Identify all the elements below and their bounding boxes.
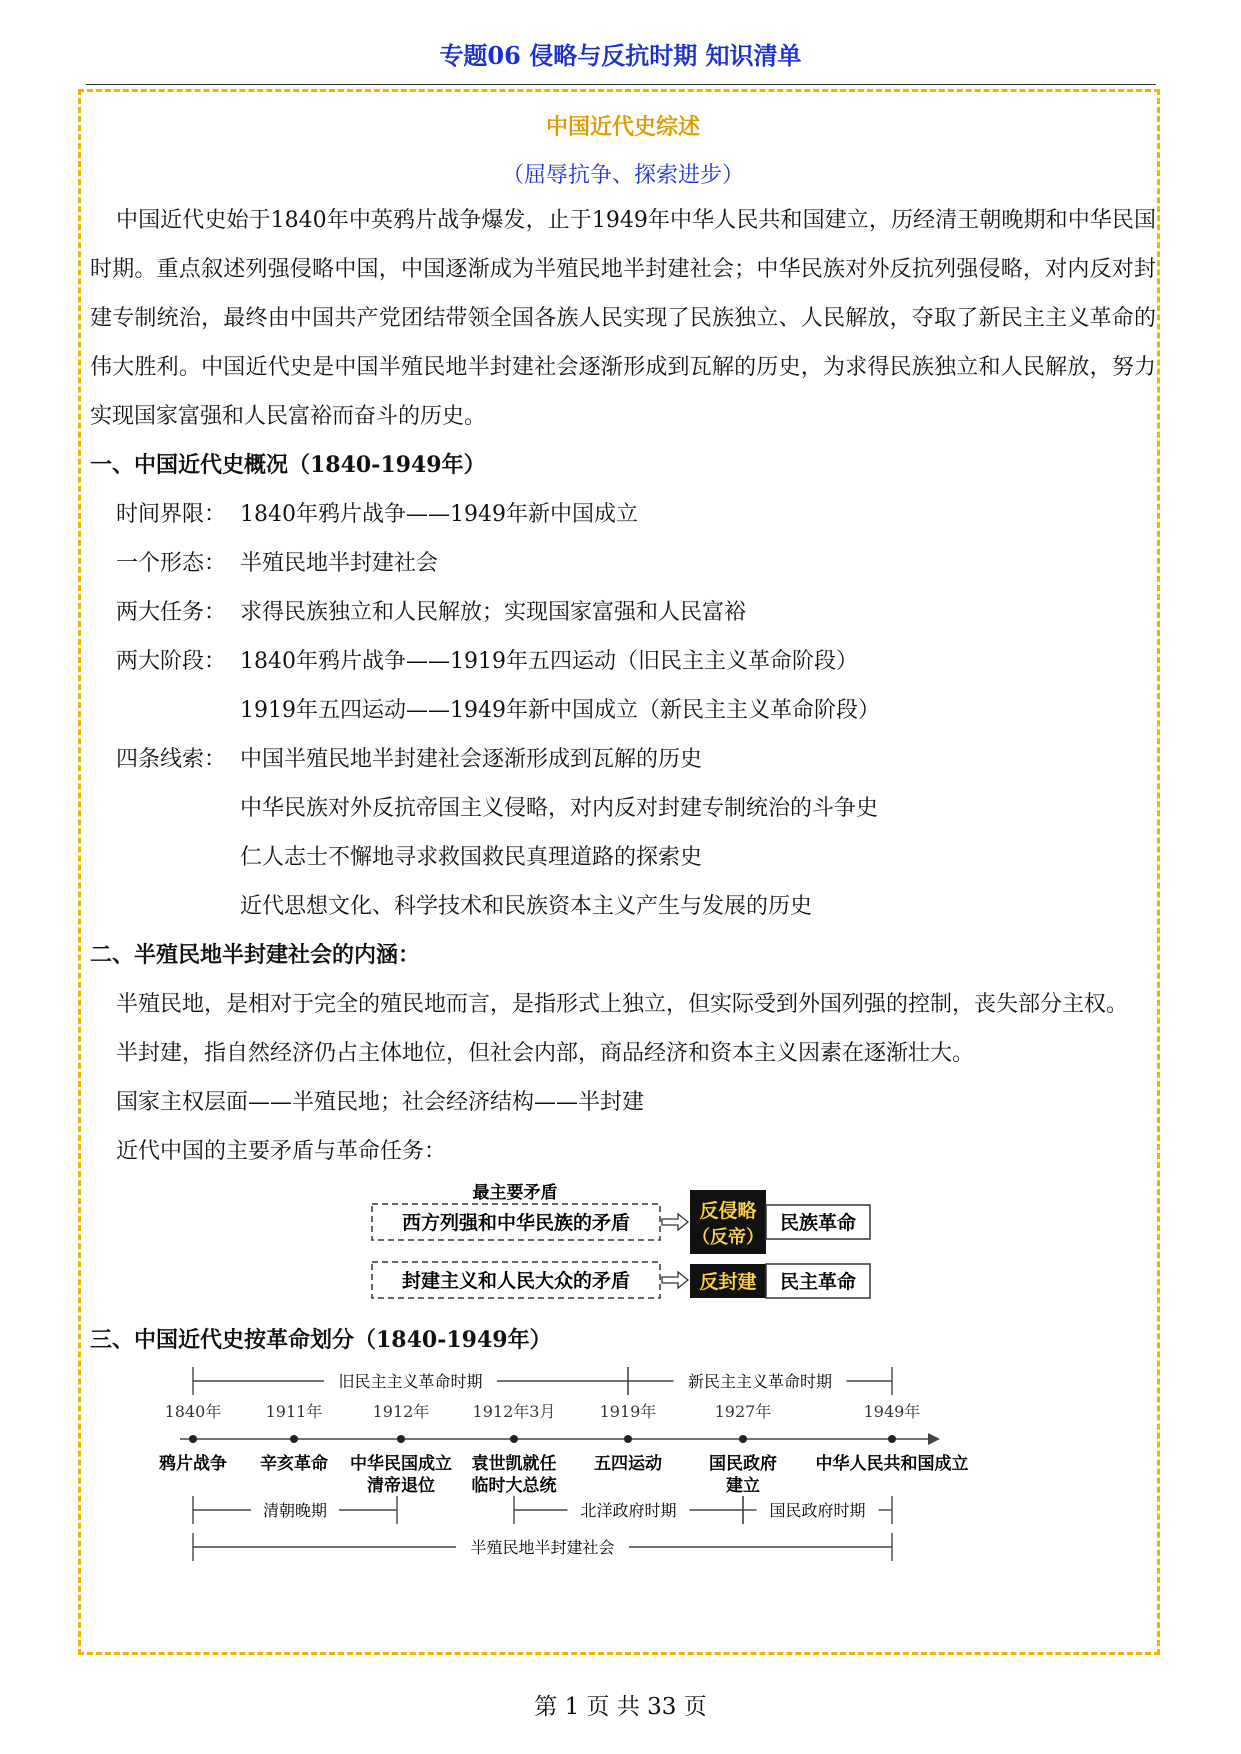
timeline-year: 1919年 bbox=[599, 1402, 657, 1421]
overview-row-label: 两大任务： bbox=[116, 600, 227, 625]
timeline-point bbox=[189, 1435, 197, 1443]
semifeudal-paragraph: 半封建，指自然经济仍占主体地位，但社会内部，商品经济和资本主义因素在逐渐壮大。 bbox=[116, 1041, 975, 1066]
timeline-arrow-icon bbox=[928, 1433, 940, 1445]
timeline-event-label-2: 临时大总统 bbox=[471, 1476, 557, 1496]
late-qing-period-label: 清朝晚期 bbox=[262, 1501, 328, 1520]
document-header: 专题06 侵略与反抗时期 知识清单 bbox=[439, 41, 802, 70]
overview-row-label: 四条线索： bbox=[116, 747, 227, 772]
overview-row bbox=[90, 882, 1156, 931]
beiyang-period-label: 北洋政府时期 bbox=[580, 1501, 677, 1520]
timeline-year: 1927年 bbox=[714, 1402, 772, 1421]
part2-heading: 二、半殖民地半封建社会的内涵： bbox=[90, 942, 421, 968]
part3-heading: 三、中国近代史按革命划分（1840-1949年） bbox=[90, 1327, 552, 1353]
task2-text: 反封建 bbox=[699, 1271, 757, 1293]
part1-heading: 一、中国近代史概况（1840-1949年） bbox=[90, 452, 486, 478]
arrow1-icon bbox=[662, 1214, 688, 1230]
arrow2-icon bbox=[662, 1272, 688, 1288]
revolution-timeline bbox=[90, 1367, 1156, 1629]
timeline-event-label: 国民政府 bbox=[709, 1454, 777, 1474]
timeline-event-label-2: 清帝退位 bbox=[367, 1476, 435, 1496]
overview-row-text: 中华民族对外反抗帝国主义侵略，对内反对封建专制统治的斗争史 bbox=[240, 796, 879, 821]
timeline-year: 1912年 bbox=[372, 1402, 430, 1421]
timeline-point bbox=[397, 1435, 405, 1443]
overview-row-text: 1840年鸦片战争——1919年五四运动（旧民主主义革命阶段） bbox=[240, 649, 858, 674]
main-content bbox=[90, 110, 1156, 1629]
timeline-year: 1912年3月 bbox=[472, 1402, 556, 1421]
timeline-event-label: 五四运动 bbox=[594, 1454, 662, 1474]
overview-row-text: 1840年鸦片战争——1949年新中国成立 bbox=[240, 502, 638, 527]
overview-row bbox=[90, 490, 1156, 539]
revolution1-text: 民族革命 bbox=[779, 1212, 857, 1234]
section-subtitle: （屈辱抗争、探索进步） bbox=[501, 163, 744, 188]
semicolony-paragraph: 半殖民地，是相对于完全的殖民地而言，是指形式上独立，但实际受到外国列强的控制，丧失部分主权。 bbox=[116, 992, 1129, 1017]
task1-line2: （反帝） bbox=[692, 1227, 764, 1248]
summary-paragraph: 国家主权层面——半殖民地；社会经济结构——半封建 bbox=[116, 1090, 645, 1115]
timeline-svg bbox=[90, 1367, 1156, 1629]
overview-row-label: 时间界限： bbox=[116, 502, 227, 527]
nationalist-period-label: 国民政府时期 bbox=[769, 1501, 866, 1520]
overview-row-text: 中国半殖民地半封建社会逐渐形成到瓦解的历史 bbox=[240, 747, 703, 772]
overview-row-text: 半殖民地半封建社会 bbox=[240, 551, 439, 576]
overview-row-text: 求得民族独立和人民解放；实现国家富强和人民富裕 bbox=[240, 600, 747, 625]
contradiction-intro: 近代中国的主要矛盾与革命任务： bbox=[116, 1139, 447, 1164]
overview-row bbox=[90, 833, 1156, 882]
main-contradiction-label: 最主要矛盾 bbox=[472, 1183, 558, 1203]
header-rule bbox=[86, 84, 1156, 85]
part1-list bbox=[90, 490, 1156, 931]
overview-row-text: 仁人志士不懈地寻求救国救民真理道路的探索史 bbox=[240, 845, 703, 870]
task1-line1: 反侵略 bbox=[699, 1200, 757, 1222]
timeline-event-label: 鸦片战争 bbox=[159, 1454, 227, 1474]
timeline-event-label: 中华人民共和国成立 bbox=[815, 1454, 969, 1474]
revolution2-text: 民主革命 bbox=[779, 1271, 857, 1293]
contradiction2-text: 封建主义和人民大众的矛盾 bbox=[401, 1270, 631, 1292]
timeline-year: 1840年 bbox=[164, 1402, 222, 1421]
overview-row-label: 两大阶段： bbox=[116, 649, 227, 674]
intro-paragraph: 中国近代史始于1840年中英鸦片战争爆发，止于1949年中华人民共和国建立，历经清王朝晚期和中华民国时期。重点叙述列强侵略中国，中国逐渐成为半殖民地半封建社会；中华民族对外反抗列强侵略，对内反对封建专制统治，最终由中国共产党团结带领全国各族人民实现了民族独立、人民解放，夺取了新民主主义革命的伟大胜利。中国近代史是中国半殖民地半封建社会逐渐形成到瓦解的历史，为求得民族独立和人民解放，努力实现国家富强和人民富裕而奋斗的历史。 bbox=[90, 208, 1156, 429]
old-democratic-period-label: 旧民主主义革命时期 bbox=[338, 1372, 483, 1391]
timeline-event-label: 中华民国成立 bbox=[350, 1454, 452, 1474]
overview-row bbox=[90, 784, 1156, 833]
timeline-event-label: 辛亥革命 bbox=[260, 1454, 328, 1474]
overview-row-text: 近代思想文化、科学技术和民族资本主义产生与发展的历史 bbox=[240, 894, 813, 919]
contradiction-svg bbox=[90, 1176, 1156, 1316]
contradiction-diagram bbox=[90, 1176, 1156, 1316]
timeline-year: 1949年 bbox=[863, 1402, 921, 1421]
semicolonial-society-period-label: 半殖民地半封建社会 bbox=[470, 1538, 615, 1557]
overview-row-label: 一个形态： bbox=[116, 551, 227, 576]
contradiction1-text: 西方列强和中华民族的矛盾 bbox=[401, 1212, 631, 1234]
overview-row bbox=[90, 539, 1156, 588]
timeline-event-label-2: 建立 bbox=[726, 1476, 760, 1496]
timeline-year: 1911年 bbox=[265, 1402, 323, 1421]
timeline-point bbox=[290, 1435, 298, 1443]
new-democratic-period-label: 新民主主义革命时期 bbox=[687, 1372, 833, 1391]
timeline-point bbox=[888, 1435, 896, 1443]
section-title: 中国近代史综述 bbox=[545, 115, 700, 140]
overview-row-text: 1919年五四运动——1949年新中国成立（新民主主义革命阶段） bbox=[240, 698, 880, 723]
overview-row bbox=[90, 735, 1156, 784]
timeline-point bbox=[624, 1435, 632, 1443]
timeline-event-label: 袁世凯就任 bbox=[471, 1454, 557, 1474]
overview-row bbox=[90, 637, 1156, 686]
overview-row bbox=[90, 588, 1156, 637]
timeline-point bbox=[510, 1435, 518, 1443]
overview-row bbox=[90, 686, 1156, 735]
timeline-point bbox=[739, 1435, 747, 1443]
page-footer: 第 1 页 共 33 页 bbox=[534, 1694, 707, 1720]
